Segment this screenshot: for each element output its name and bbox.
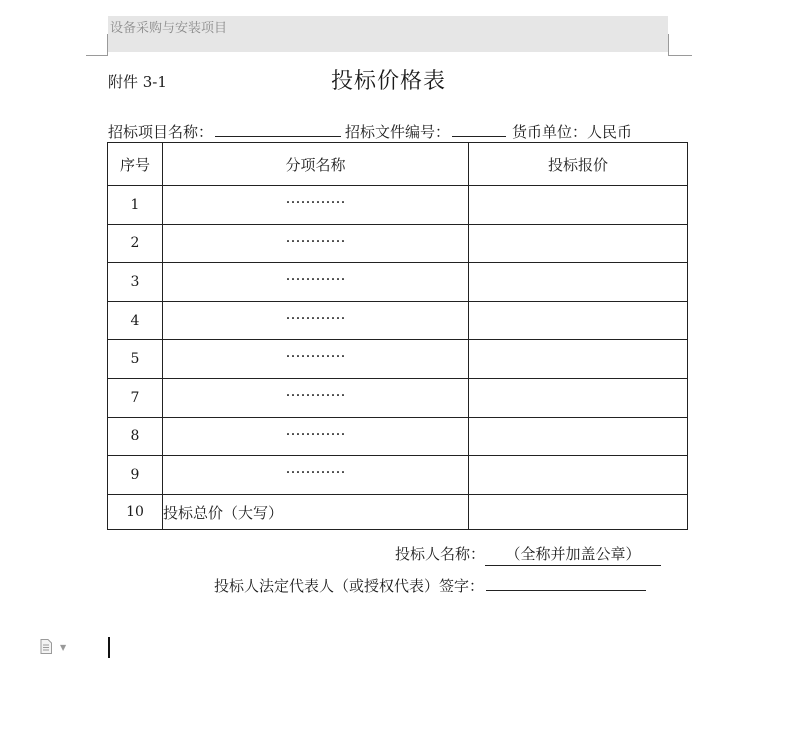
table-row <box>108 263 688 302</box>
table-row <box>108 456 688 495</box>
row-bid-price[interactable] <box>469 186 688 225</box>
row-item-name[interactable]: ………… <box>163 263 469 302</box>
bidder-name-field[interactable]: （全称并加盖公章） <box>485 543 661 566</box>
bid-price-table <box>107 142 688 530</box>
row-bid-price[interactable] <box>469 378 688 417</box>
currency-label: 货币单位：人民币 <box>512 123 633 141</box>
project-name-blank[interactable] <box>215 122 341 137</box>
row-bid-price[interactable] <box>469 224 688 263</box>
text-cursor <box>108 637 110 658</box>
row-item-name[interactable]: ………… <box>163 224 469 263</box>
document-icon[interactable] <box>40 639 52 654</box>
bidder-name-label: 投标人名称： <box>395 545 486 563</box>
table-row <box>108 224 688 263</box>
row-seq: 4 <box>108 301 163 340</box>
row-item-name[interactable]: ………… <box>163 456 469 495</box>
header-bid-price: 投标报价 <box>469 143 688 186</box>
row-seq: 10 <box>108 494 163 530</box>
row-seq: 9 <box>108 456 163 495</box>
row-seq: 1 <box>108 186 163 225</box>
row-item-name[interactable]: ………… <box>163 301 469 340</box>
row-item-name[interactable]: ………… <box>163 378 469 417</box>
row-bid-price[interactable] <box>469 263 688 302</box>
tender-no-blank[interactable] <box>452 122 506 137</box>
table-row <box>108 340 688 379</box>
bidder-name-line <box>395 543 661 566</box>
row-seq: 3 <box>108 263 163 302</box>
total-bid-price[interactable] <box>469 494 688 530</box>
margin-mark-right <box>668 55 692 56</box>
row-seq: 8 <box>108 417 163 456</box>
chevron-down-icon[interactable]: ▼ <box>60 643 67 652</box>
row-seq: 5 <box>108 340 163 379</box>
document-title: 投标价格表 <box>331 69 447 94</box>
tender-no-label: 招标文件编号： <box>345 123 451 141</box>
row-bid-price[interactable] <box>469 340 688 379</box>
legal-rep-signature-field[interactable] <box>486 574 646 591</box>
row-bid-price[interactable] <box>469 417 688 456</box>
attachment-label: 附件 3-1 <box>108 73 167 91</box>
row-bid-price[interactable] <box>469 456 688 495</box>
running-header-title: 设备采购与安装项目 <box>110 21 228 36</box>
margin-mark-right <box>668 34 669 56</box>
row-seq: 2 <box>108 224 163 263</box>
row-seq: 7 <box>108 378 163 417</box>
table-header-row <box>108 143 688 186</box>
table-row <box>108 301 688 340</box>
table-row <box>108 378 688 417</box>
project-name-label: 招标项目名称： <box>108 123 214 141</box>
legal-rep-label: 投标人法定代表人（或授权代表）签字： <box>214 577 485 595</box>
table-row <box>108 186 688 225</box>
margin-mark-left <box>86 55 108 56</box>
row-item-name[interactable]: ………… <box>163 417 469 456</box>
row-item-name[interactable]: ………… <box>163 186 469 225</box>
table-row-total <box>108 494 688 530</box>
legal-rep-line <box>214 574 646 596</box>
row-bid-price[interactable] <box>469 301 688 340</box>
meta-line <box>108 121 632 142</box>
table-row <box>108 417 688 456</box>
header-seq: 序号 <box>108 143 163 186</box>
row-item-name[interactable]: ………… <box>163 340 469 379</box>
margin-mark-left <box>107 34 108 56</box>
total-price-label: 投标总价（大写） <box>163 494 469 530</box>
header-item-name: 分项名称 <box>163 143 469 186</box>
